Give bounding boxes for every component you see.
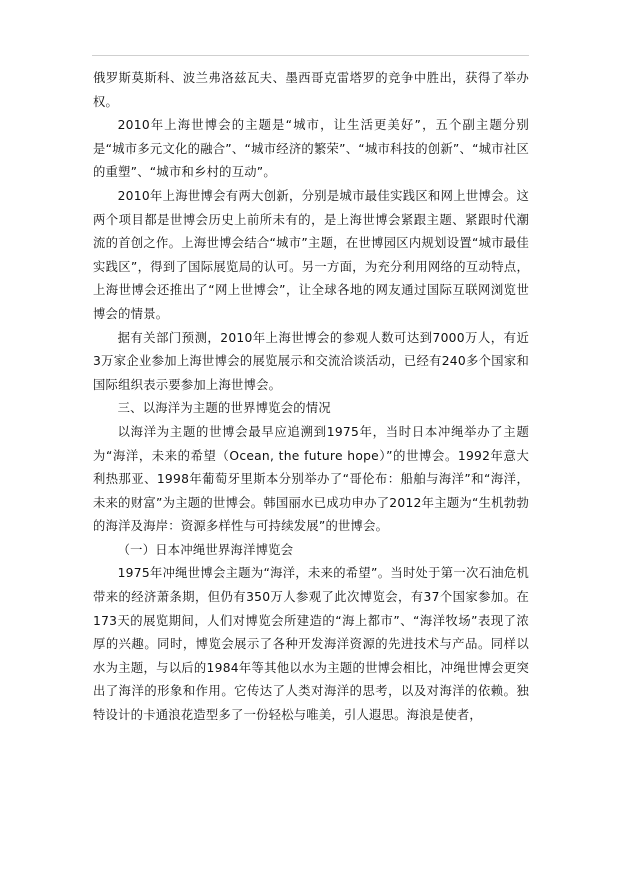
paragraph-ocean-expos: 以海洋为主题的世博会最早应追溯到1975年，当时日本冲绳举办了主题为“海洋，未来的希望（Ocean, the future hope）”的世博会。1992年意大利热那亚、1998年葡萄牙里斯本分别举办了“哥伦布：船舶与海洋”和“海洋，未来的财富”为主题的世博会。韩国丽水已成功申办了2012年主题为“生机勃勃的海洋及海岸：资源多样性与可持续发展”的世博会。 bbox=[93, 424, 529, 534]
section-heading: 三、以海洋为主题的世界博览会的情况 bbox=[117, 401, 331, 416]
paragraph-visitor-forecast: 据有关部门预测，2010年上海世博会的参观人数可达到7000万人，有近3万家企业参加上海世博会的展览展示和交流洽谈活动，已经有240多个国家和国际组织表示要参加上海世博会。 bbox=[93, 330, 529, 392]
paragraph-innovations: 2010年上海世博会有两大创新，分别是城市最佳实践区和网上世博会。这两个项目都是世博会历史上前所未有的，是上海世博会紧跟主题、紧跟时代潮流的首创之作。上海世博会结合“城市”主题，在世博园区内规划设置“城市最佳实践区”，得到了国际展览局的认可。另一方面，为充分利用网络的互动特点，上海世博会还推出了“网上世博会”，让全球各地的网友通过国际互联网浏览世博会的情景。 bbox=[93, 188, 529, 321]
document-body bbox=[93, 67, 529, 728]
header-divider bbox=[92, 55, 529, 56]
paragraph-continuation: 俄罗斯莫斯科、波兰弗洛兹瓦夫、墨西哥克雷塔罗的竞争中胜出，获得了举办权。 bbox=[93, 71, 529, 109]
paragraph-okinawa-expo: 1975年冲绳世博会主题为“海洋，未来的希望”。当时处于第一次石油危机带来的经济萧条期，但仍有350万人参观了此次博览会，有37个国家参加。在173天的展览期间，人们对博览会所建造的“海上都市”、“海洋牧场”表现了浓厚的兴趣。同时，博览会展示了各种开发海洋资源的先进技术与产品。同样以水为主题，与以后的1984年等其他以水为主题的世博会相比，冲绳世博会更突出了海洋的形象和作用。它传达了人类对海洋的思考，以及对海洋的依赖。独特设计的卡通浪花造型多了一份轻松与唯美，引人遐思。海浪是使者， bbox=[93, 566, 529, 723]
paragraph-theme: 2010年上海世博会的主题是“城市，让生活更美好”，五个副主题分别是“城市多元文化的融合”、“城市经济的繁荣”、“城市科技的创新”、“城市社区的重塑”、“城市和乡村的互动”。 bbox=[93, 118, 529, 180]
subsection-heading: （一）日本冲绳世界海洋博览会 bbox=[117, 542, 294, 557]
